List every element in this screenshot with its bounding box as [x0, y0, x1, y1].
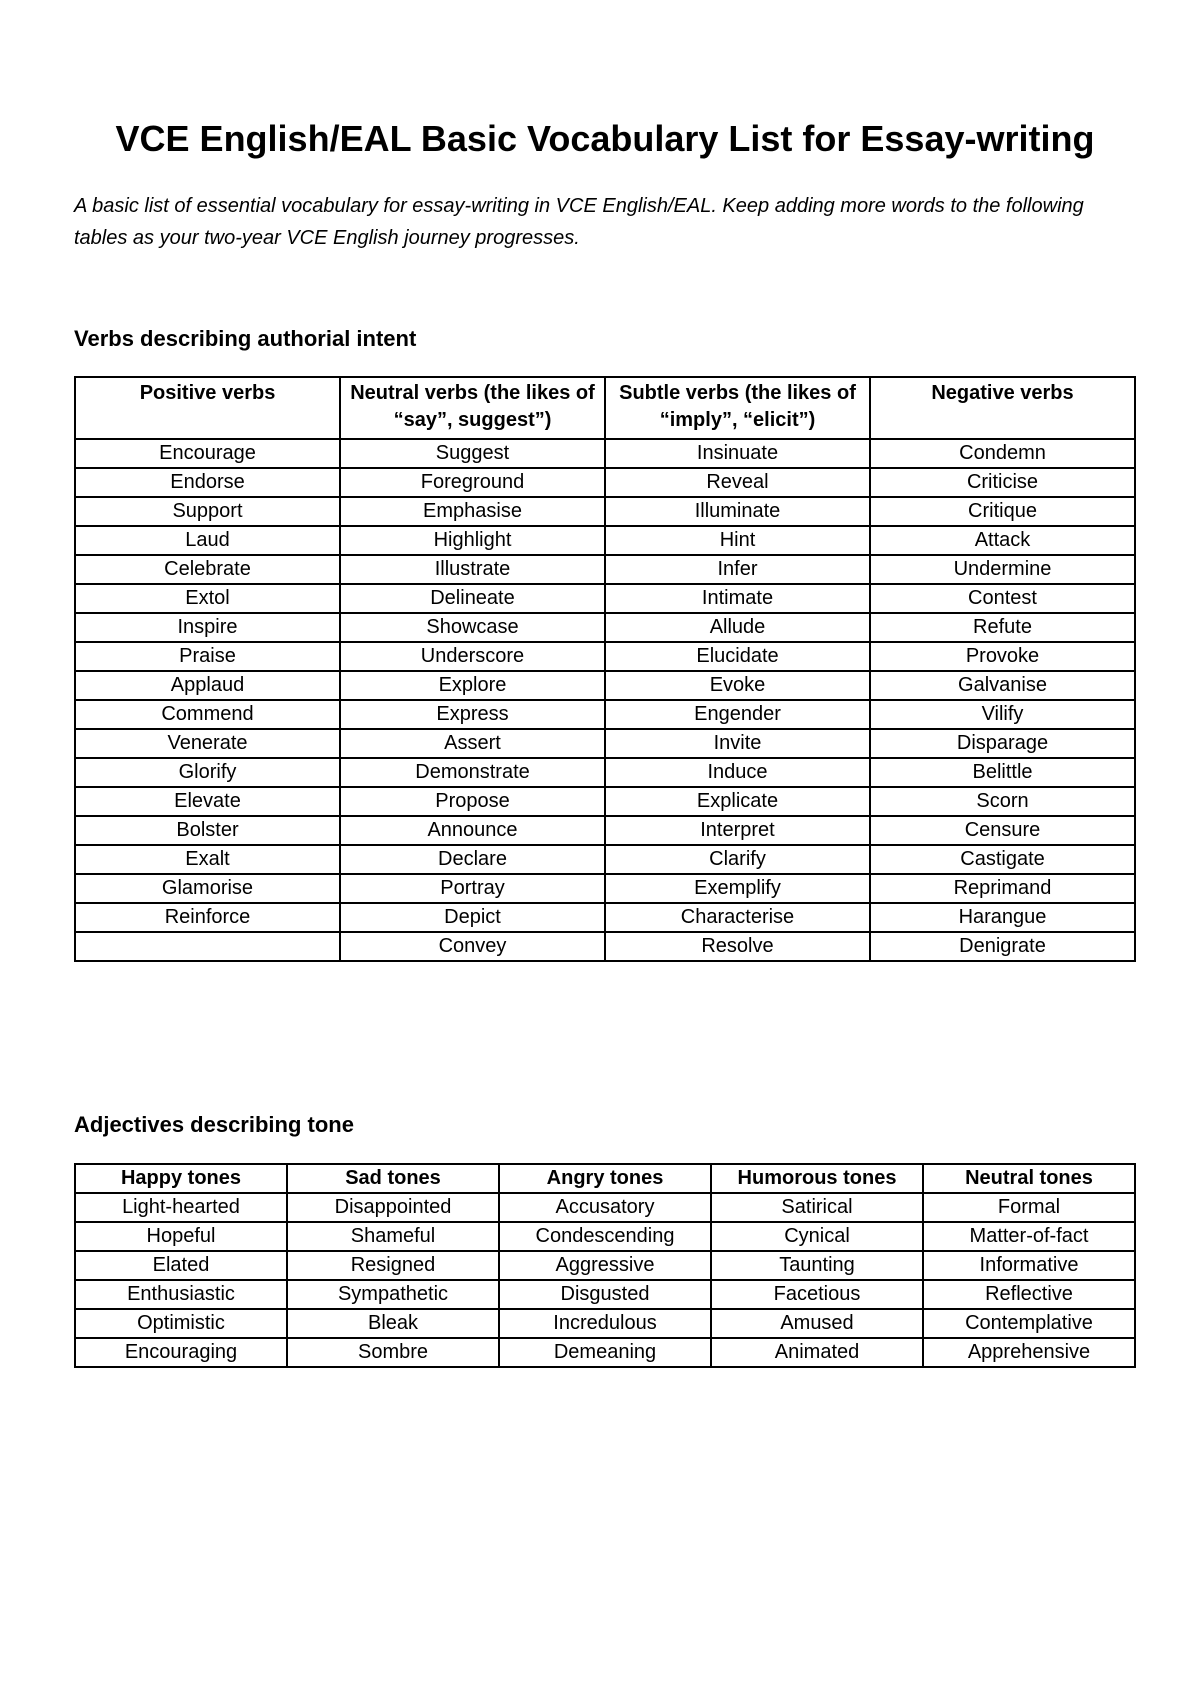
table-row	[75, 816, 1135, 845]
table-row	[75, 729, 1135, 758]
table-cell: Illustrate	[340, 555, 605, 584]
table-cell: Reinforce	[75, 903, 340, 932]
table-row	[75, 903, 1135, 932]
table-cell: Express	[340, 700, 605, 729]
table-cell: Laud	[75, 526, 340, 555]
verbs-table	[74, 376, 1136, 962]
verbs-section-heading: Verbs describing authorial intent	[74, 326, 417, 351]
verbs-table-body	[75, 439, 1135, 961]
table-cell: Belittle	[870, 758, 1135, 787]
table-row	[75, 671, 1135, 700]
tones-table-body	[75, 1193, 1135, 1367]
tones-header-cell: Neutral tones	[923, 1164, 1135, 1193]
table-row	[75, 439, 1135, 468]
table-row	[75, 932, 1135, 961]
table-cell: Condemn	[870, 439, 1135, 468]
table-cell: Disappointed	[287, 1193, 499, 1222]
table-row	[75, 555, 1135, 584]
table-cell	[75, 932, 340, 961]
table-cell: Cynical	[711, 1222, 923, 1251]
table-cell: Encouraging	[75, 1338, 287, 1367]
table-cell: Elucidate	[605, 642, 870, 671]
table-cell: Showcase	[340, 613, 605, 642]
table-cell: Applaud	[75, 671, 340, 700]
table-cell: Apprehensive	[923, 1338, 1135, 1367]
table-cell: Galvanise	[870, 671, 1135, 700]
tones-header-row	[75, 1164, 1135, 1193]
table-cell: Announce	[340, 816, 605, 845]
table-cell: Formal	[923, 1193, 1135, 1222]
tones-header-cell: Angry tones	[499, 1164, 711, 1193]
table-cell: Depict	[340, 903, 605, 932]
table-cell: Explore	[340, 671, 605, 700]
table-cell: Invite	[605, 729, 870, 758]
table-cell: Encourage	[75, 439, 340, 468]
table-cell: Condescending	[499, 1222, 711, 1251]
table-cell: Sombre	[287, 1338, 499, 1367]
table-cell: Emphasise	[340, 497, 605, 526]
table-cell: Convey	[340, 932, 605, 961]
table-cell: Bolster	[75, 816, 340, 845]
table-row	[75, 1222, 1135, 1251]
table-cell: Facetious	[711, 1280, 923, 1309]
table-cell: Resolve	[605, 932, 870, 961]
table-cell: Shameful	[287, 1222, 499, 1251]
table-cell: Aggressive	[499, 1251, 711, 1280]
table-cell: Inspire	[75, 613, 340, 642]
table-cell: Suggest	[340, 439, 605, 468]
table-row	[75, 787, 1135, 816]
table-cell: Incredulous	[499, 1309, 711, 1338]
table-row	[75, 845, 1135, 874]
table-cell: Intimate	[605, 584, 870, 613]
table-cell: Insinuate	[605, 439, 870, 468]
table-cell: Praise	[75, 642, 340, 671]
table-cell: Exemplify	[605, 874, 870, 903]
tones-section-heading: Adjectives describing tone	[74, 1112, 354, 1137]
table-cell: Portray	[340, 874, 605, 903]
table-cell: Critique	[870, 497, 1135, 526]
table-cell: Glorify	[75, 758, 340, 787]
table-cell: Reveal	[605, 468, 870, 497]
table-cell: Demonstrate	[340, 758, 605, 787]
table-cell: Scorn	[870, 787, 1135, 816]
page-title: VCE English/EAL Basic Vocabulary List for Essay-writing	[115, 118, 1095, 159]
table-row	[75, 497, 1135, 526]
table-row	[75, 700, 1135, 729]
table-cell: Reflective	[923, 1280, 1135, 1309]
table-cell: Accusatory	[499, 1193, 711, 1222]
verbs-header-row	[75, 377, 1135, 439]
table-cell: Interpret	[605, 816, 870, 845]
tones-header-cell: Sad tones	[287, 1164, 499, 1193]
table-cell: Glamorise	[75, 874, 340, 903]
table-cell: Infer	[605, 555, 870, 584]
table-cell: Extol	[75, 584, 340, 613]
table-cell: Delineate	[340, 584, 605, 613]
table-cell: Amused	[711, 1309, 923, 1338]
table-row	[75, 1338, 1135, 1367]
table-cell: Evoke	[605, 671, 870, 700]
table-cell: Declare	[340, 845, 605, 874]
table-cell: Sympathetic	[287, 1280, 499, 1309]
tones-table	[74, 1163, 1136, 1368]
table-cell: Castigate	[870, 845, 1135, 874]
tones-header-cell: Humorous tones	[711, 1164, 923, 1193]
table-cell: Contest	[870, 584, 1135, 613]
table-cell: Reprimand	[870, 874, 1135, 903]
table-cell: Matter-of-fact	[923, 1222, 1135, 1251]
table-cell: Explicate	[605, 787, 870, 816]
table-cell: Enthusiastic	[75, 1280, 287, 1309]
table-cell: Exalt	[75, 845, 340, 874]
table-cell: Resigned	[287, 1251, 499, 1280]
table-cell: Induce	[605, 758, 870, 787]
table-cell: Highlight	[340, 526, 605, 555]
table-cell: Elated	[75, 1251, 287, 1280]
verbs-header-cell: Subtle verbs (the likes of “imply”, “elicit”)	[605, 377, 870, 439]
table-cell: Engender	[605, 700, 870, 729]
table-cell: Bleak	[287, 1309, 499, 1338]
table-cell: Criticise	[870, 468, 1135, 497]
table-row	[75, 613, 1135, 642]
table-cell: Attack	[870, 526, 1135, 555]
table-cell: Celebrate	[75, 555, 340, 584]
verbs-header-cell: Positive verbs	[75, 377, 340, 439]
table-row	[75, 1280, 1135, 1309]
verbs-header-cell: Neutral verbs (the likes of “say”, suggest”)	[340, 377, 605, 439]
table-cell: Provoke	[870, 642, 1135, 671]
table-cell: Hopeful	[75, 1222, 287, 1251]
table-cell: Satirical	[711, 1193, 923, 1222]
table-row	[75, 874, 1135, 903]
table-cell: Support	[75, 497, 340, 526]
table-cell: Assert	[340, 729, 605, 758]
table-cell: Contemplative	[923, 1309, 1135, 1338]
table-cell: Undermine	[870, 555, 1135, 584]
table-cell: Disgusted	[499, 1280, 711, 1309]
table-cell: Commend	[75, 700, 340, 729]
table-row	[75, 642, 1135, 671]
table-cell: Underscore	[340, 642, 605, 671]
table-row	[75, 1309, 1135, 1338]
table-cell: Illuminate	[605, 497, 870, 526]
tones-header-cell: Happy tones	[75, 1164, 287, 1193]
table-cell: Refute	[870, 613, 1135, 642]
table-cell: Allude	[605, 613, 870, 642]
table-cell: Light-hearted	[75, 1193, 287, 1222]
table-cell: Vilify	[870, 700, 1135, 729]
table-cell: Elevate	[75, 787, 340, 816]
table-cell: Animated	[711, 1338, 923, 1367]
table-row	[75, 526, 1135, 555]
intro-paragraph: A basic list of essential vocabulary for essay-writing in VCE English/EAL. Keep adding more words to the following tables as your two-year VCE English journey progresses.	[74, 195, 1084, 249]
table-cell: Denigrate	[870, 932, 1135, 961]
table-cell: Informative	[923, 1251, 1135, 1280]
table-cell: Harangue	[870, 903, 1135, 932]
table-cell: Demeaning	[499, 1338, 711, 1367]
table-cell: Optimistic	[75, 1309, 287, 1338]
table-cell: Clarify	[605, 845, 870, 874]
table-cell: Venerate	[75, 729, 340, 758]
table-cell: Disparage	[870, 729, 1135, 758]
table-cell: Characterise	[605, 903, 870, 932]
table-row	[75, 1251, 1135, 1280]
table-cell: Endorse	[75, 468, 340, 497]
table-cell: Hint	[605, 526, 870, 555]
table-cell: Propose	[340, 787, 605, 816]
table-row	[75, 584, 1135, 613]
table-cell: Censure	[870, 816, 1135, 845]
verbs-header-cell: Negative verbs	[870, 377, 1135, 439]
table-row	[75, 468, 1135, 497]
table-cell: Foreground	[340, 468, 605, 497]
table-row	[75, 1193, 1135, 1222]
table-row	[75, 758, 1135, 787]
table-cell: Taunting	[711, 1251, 923, 1280]
